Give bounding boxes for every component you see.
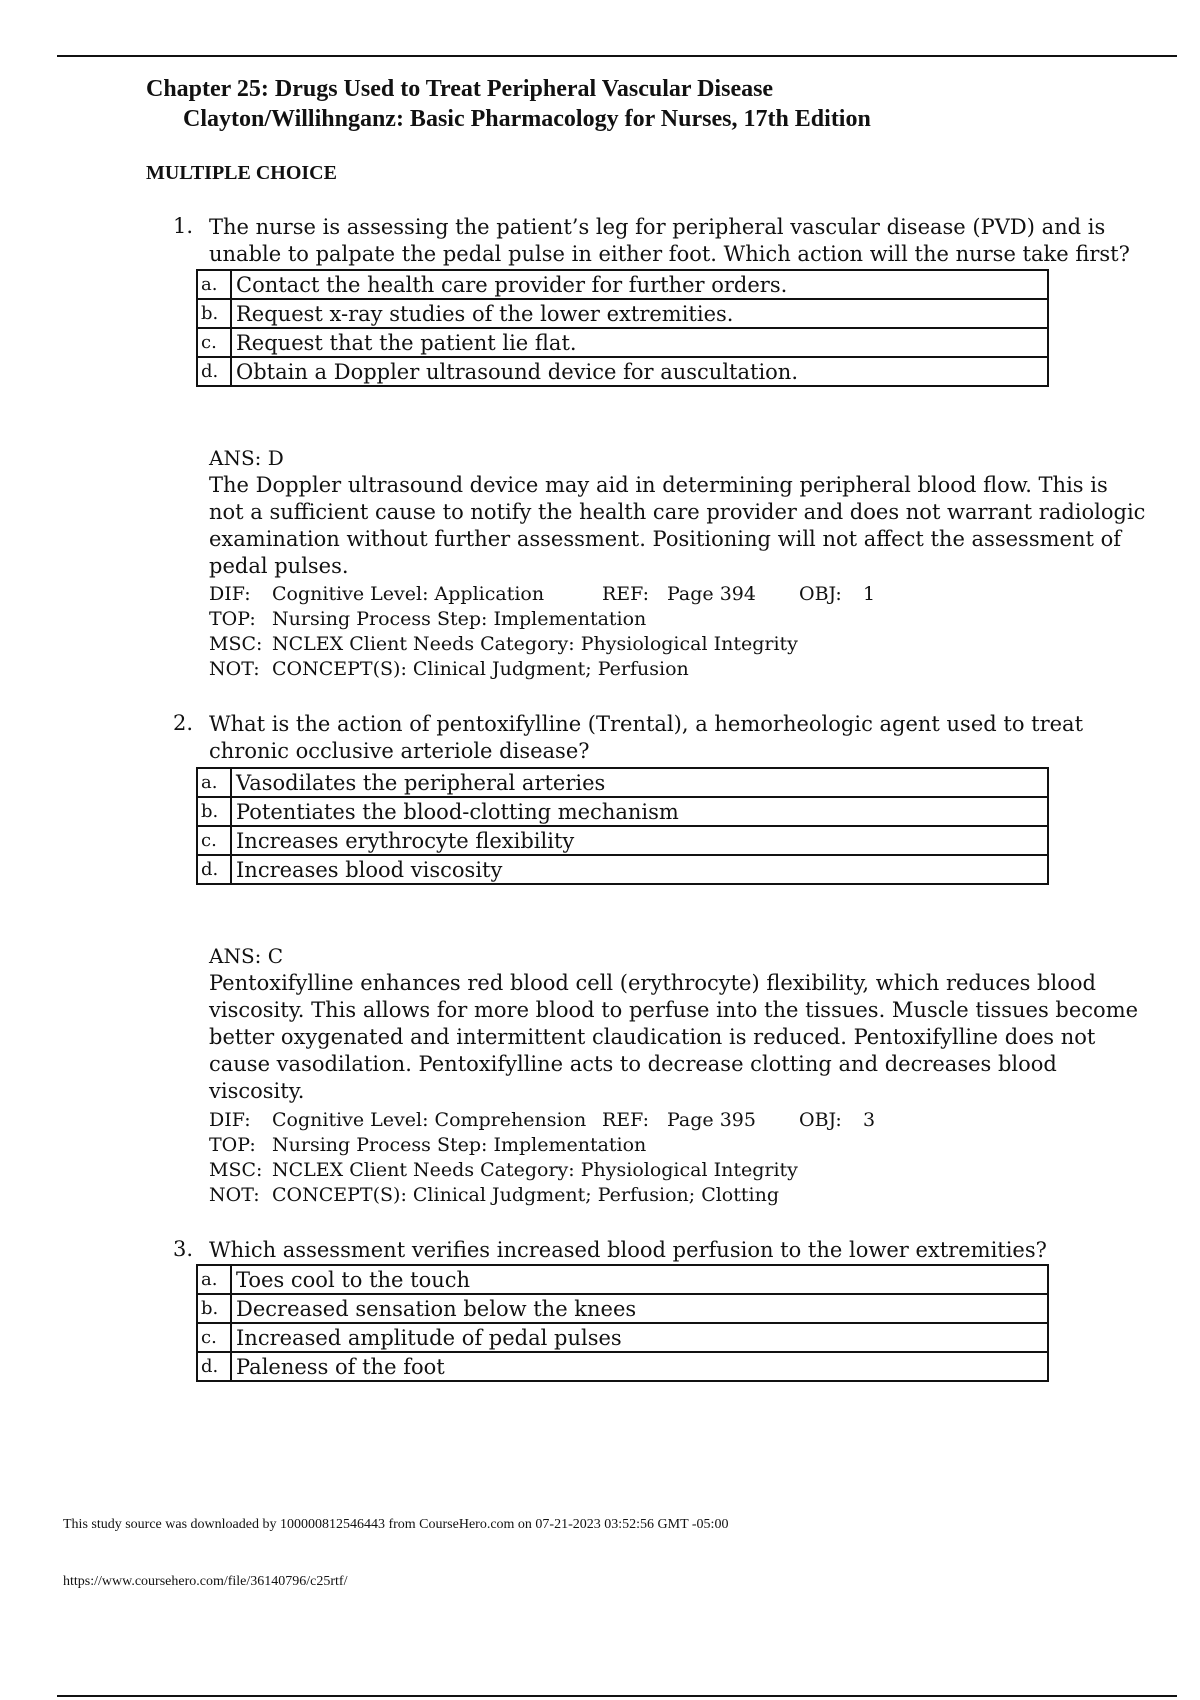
book-subtitle: Clayton/Willihnganz: Basic Pharmacology for Nurses, 17th Edition	[183, 106, 871, 132]
dif-value: Cognitive Level: Comprehension	[272, 1109, 587, 1131]
question-3-options	[196, 1264, 1049, 1382]
option-letter: b.	[197, 797, 231, 826]
option-row[interactable]	[197, 1352, 1048, 1381]
option-text: Request that the patient lie flat.	[231, 328, 1048, 357]
top-label: TOP:	[209, 608, 256, 630]
option-text: Request x-ray studies of the lower extremities.	[231, 299, 1048, 328]
option-text: Increases erythrocyte flexibility	[231, 826, 1048, 855]
msc-label: MSC:	[209, 1159, 263, 1181]
option-letter: d.	[197, 1352, 231, 1381]
question-2-text: What is the action of pentoxifylline (Trental), a hemorheologic agent used to treat chronic occlusive arteriole disease?	[209, 712, 1084, 763]
not-value: CONCEPT(S): Clinical Judgment; Perfusion	[272, 658, 689, 680]
option-row[interactable]	[197, 357, 1048, 386]
question-2-answer: ANS: C	[209, 944, 284, 968]
option-text: Paleness of the foot	[231, 1352, 1048, 1381]
option-row[interactable]	[197, 797, 1048, 826]
option-text: Increased amplitude of pedal pulses	[231, 1323, 1048, 1352]
question-1-options	[196, 269, 1049, 387]
question-1-answer: ANS: D	[209, 446, 284, 470]
top-value: Nursing Process Step: Implementation	[272, 608, 647, 630]
question-2-number: 2.	[173, 711, 194, 735]
option-text: Obtain a Doppler ultrasound device for auscultation.	[231, 357, 1048, 386]
question-1-number: 1.	[173, 214, 194, 238]
option-letter: a.	[197, 270, 231, 299]
msc-value: NCLEX Client Needs Category: Physiological Integrity	[272, 633, 798, 655]
option-letter: c.	[197, 1323, 231, 1352]
option-row[interactable]	[197, 826, 1048, 855]
option-letter: b.	[197, 1294, 231, 1323]
bottom-rule	[57, 1695, 1177, 1697]
dif-label: DIF:	[209, 1109, 251, 1131]
question-3-text: Which assessment verifies increased blood perfusion to the lower extremities?	[209, 1238, 1047, 1262]
option-text: Potentiates the blood-clotting mechanism	[231, 797, 1048, 826]
section-heading: MULTIPLE CHOICE	[146, 162, 337, 184]
option-row[interactable]	[197, 1323, 1048, 1352]
dif-label: DIF:	[209, 583, 251, 605]
option-letter: d.	[197, 357, 231, 386]
msc-value: NCLEX Client Needs Category: Physiological Integrity	[272, 1159, 798, 1181]
question-1-rationale: The Doppler ultrasound device may aid in determining peripheral blood flow. This is not a sufficient cause to notify the health care provider and does not warrant radiologic examination without further assessment. Positioning will not affect the assessment of pedal pulses.	[209, 473, 1146, 578]
option-row[interactable]	[197, 299, 1048, 328]
option-text: Decreased sensation below the knees	[231, 1294, 1048, 1323]
not-label: NOT:	[209, 658, 260, 680]
not-label: NOT:	[209, 1184, 260, 1206]
obj-label: OBJ:	[799, 1109, 842, 1131]
option-row[interactable]	[197, 1294, 1048, 1323]
option-row[interactable]	[197, 768, 1048, 797]
obj-value: 1	[863, 583, 876, 605]
source-url[interactable]: https://www.coursehero.com/file/36140796/c25rtf/	[63, 1574, 348, 1589]
top-value: Nursing Process Step: Implementation	[272, 1134, 647, 1156]
ref-value: Page 395	[667, 1109, 756, 1131]
msc-label: MSC:	[209, 633, 263, 655]
option-text: Vasodilates the peripheral arteries	[231, 768, 1048, 797]
option-row[interactable]	[197, 270, 1048, 299]
question-2-options	[196, 767, 1049, 885]
option-text: Toes cool to the touch	[231, 1265, 1048, 1294]
download-note: This study source was downloaded by 100000812546443 from CourseHero.com on 07-21-2023 03:52:56 GMT -05:00	[63, 1517, 729, 1532]
option-letter: c.	[197, 328, 231, 357]
question-1-text: The nurse is assessing the patient’s leg for peripheral vascular disease (PVD) and is unable to palpate the pedal pulse in either foot. Which action will the nurse take first?	[209, 215, 1130, 266]
option-text: Contact the health care provider for further orders.	[231, 270, 1048, 299]
dif-value: Cognitive Level: Application	[272, 583, 545, 605]
question-3-number: 3.	[173, 1237, 194, 1261]
option-letter: b.	[197, 299, 231, 328]
option-row[interactable]	[197, 1265, 1048, 1294]
obj-label: OBJ:	[799, 583, 842, 605]
chapter-title: Chapter 25: Drugs Used to Treat Peripheral Vascular Disease	[146, 76, 774, 102]
ref-label: REF:	[602, 1109, 650, 1131]
obj-value: 3	[863, 1109, 876, 1131]
option-letter: d.	[197, 855, 231, 884]
top-label: TOP:	[209, 1134, 256, 1156]
ref-label: REF:	[602, 583, 650, 605]
option-letter: c.	[197, 826, 231, 855]
option-row[interactable]	[197, 855, 1048, 884]
option-letter: a.	[197, 1265, 231, 1294]
option-letter: a.	[197, 768, 231, 797]
question-2-rationale: Pentoxifylline enhances red blood cell (erythrocyte) flexibility, which reduces blood viscosity. This allows for more blood to perfuse into the tissues. Muscle tissues become better oxygenated and intermittent claudication is reduced. Pentoxifylline does not cause vasodilation. Pentoxifylline acts to decrease clotting and decreases blood viscosity.	[209, 971, 1139, 1103]
not-value: CONCEPT(S): Clinical Judgment; Perfusion; Clotting	[272, 1184, 779, 1206]
ref-value: Page 394	[667, 583, 756, 605]
option-text: Increases blood viscosity	[231, 855, 1048, 884]
top-rule	[57, 55, 1177, 57]
option-row[interactable]	[197, 328, 1048, 357]
